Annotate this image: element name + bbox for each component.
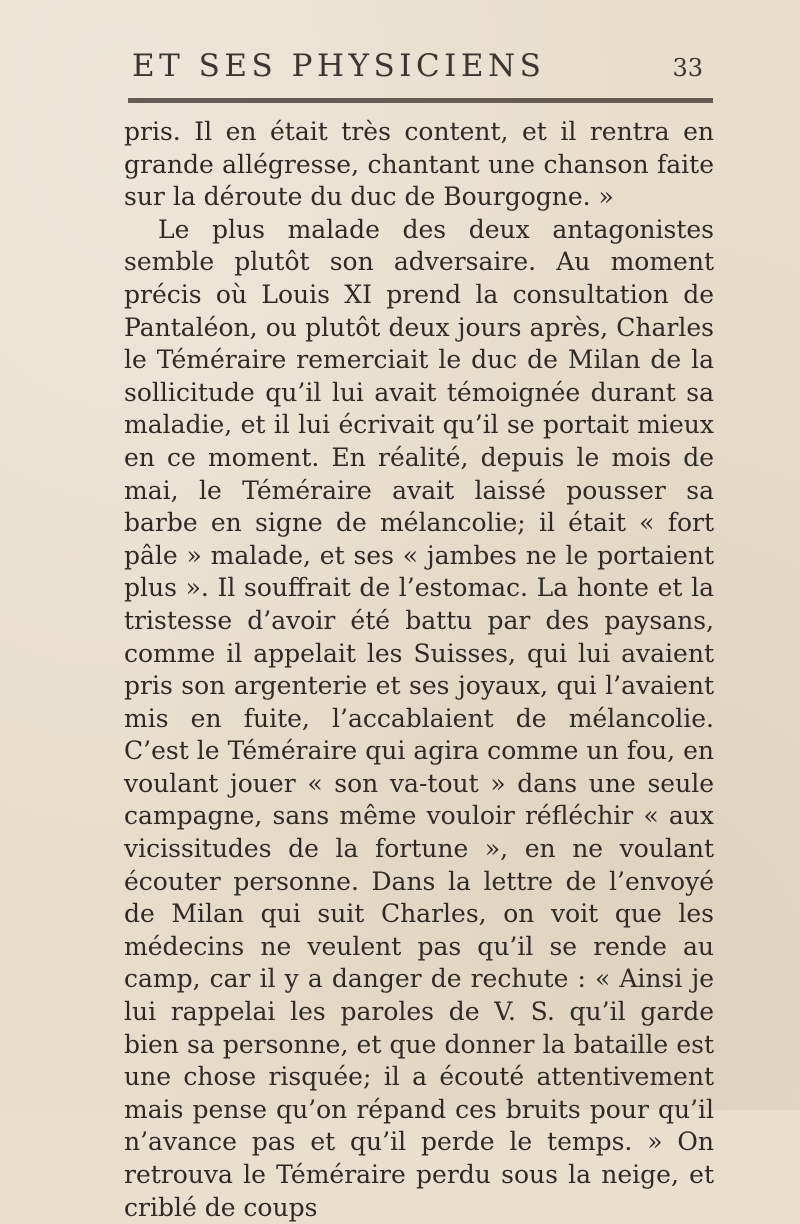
paragraph-2: Le plus malade des deux antagonistes semble plutôt son adversaire. Au moment précis où Louis XI prend la consultation de Pantaléon, ou plutôt deux jours après, Charles le Téméraire remerciait le duc de Milan de la sollicitude qu’il lui avait témoignée durant sa maladie, et il lui écrivait qu’il se portait mieux en ce moment. En réalité, depuis le mois de mai, le Téméraire avait laissé pousser sa barbe en signe de mélancolie; il était « fort pâle » malade, et ses « jambes ne le portaient plus ». Il souffrait de l’estomac. La honte et la tristesse d’avoir été battu par des paysans, comme il appelait les Suisses, qui lui avaient pris son argenterie et ses joyaux, qui l’avaient mis en fuite, l’accablaient de mélancolie. C’est le Téméraire qui agira comme un fou, en voulant jouer « son va-tout » dans une seule campagne, sans même vouloir réfléchir « aux vicissitudes de la fortune », en ne voulant écouter personne. Dans la lettre de l’envoyé de Milan qui suit Charles, on voit que les médecins ne veulent pas qu’il se rende au camp, car il y a danger de rechute : « Ainsi je lui rappelai les paroles de V. S. qu’il garde bien sa personne, et que donner la bataille est une chose risquée; il a écouté attentivement mais pense qu’on répand ces bruits pour qu’il n’avance pas et qu’il perde le temps. » On retrouva le Téméraire perdu sous la neige, et criblé de coups xyxy=(124,214,714,1222)
running-header xyxy=(128,36,713,96)
paragraph-1: pris. Il en était très content, et il rentra en grande allégresse, chantant une chanson faite sur la déroute du duc de Bourgogne. » xyxy=(124,117,714,212)
header-rule xyxy=(128,98,713,103)
running-title: ET SES PHYSICIENS xyxy=(132,48,546,84)
body-text xyxy=(124,116,714,1224)
page-number: 33 xyxy=(672,54,703,82)
